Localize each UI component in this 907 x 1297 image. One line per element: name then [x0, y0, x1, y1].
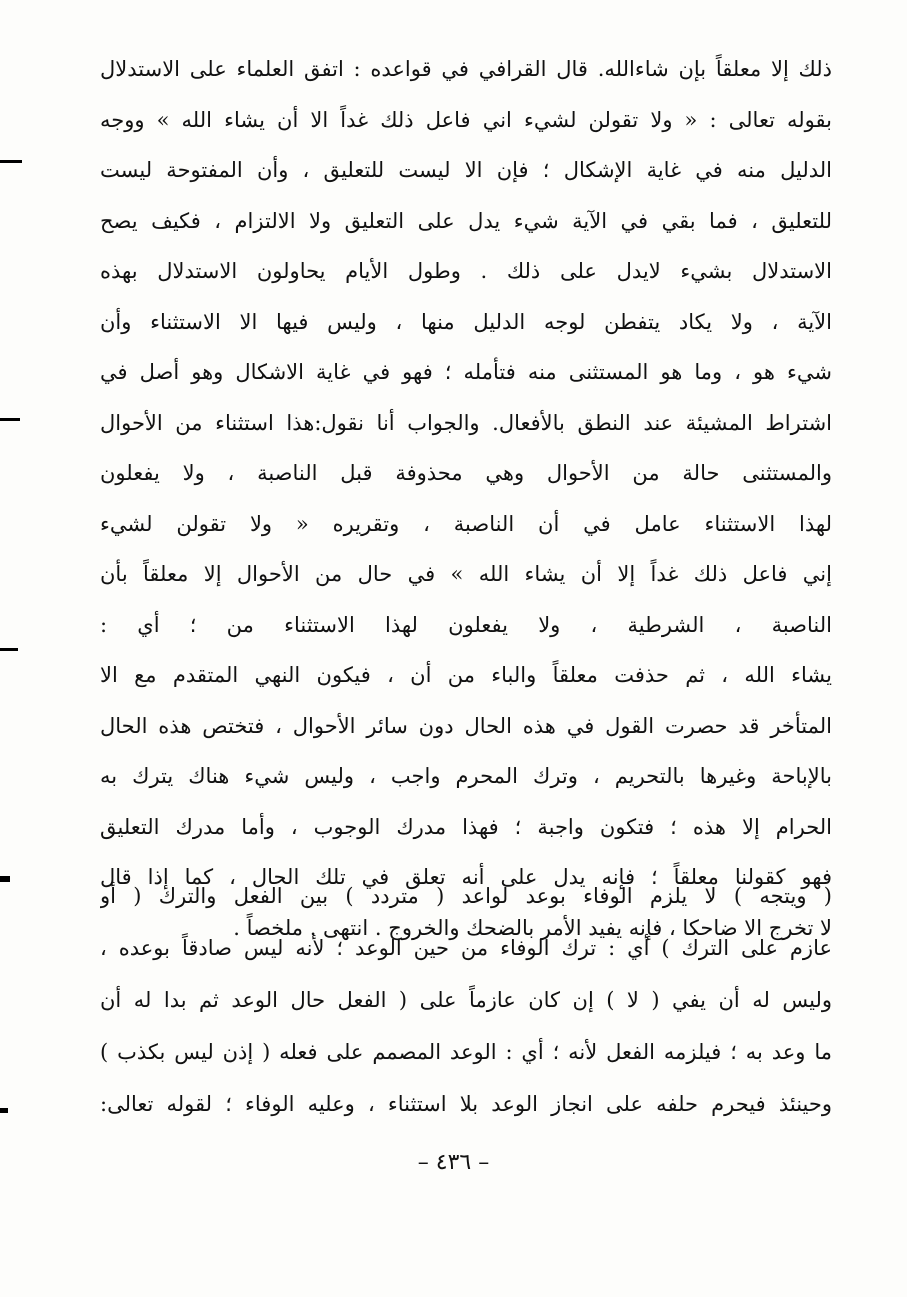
- main-paragraph: [100, 44, 832, 953]
- text-line: عازم على الترك ) أي : ترك الوفاء من حين الوعد ؛ لأنه ليس صادقاً بوعده ،: [100, 936, 832, 960]
- text-line: الدليل منه في غاية الإشكال ؛ فإن الا ليست للتعليق ، وأن المفتوحة ليست: [100, 158, 832, 182]
- text-line: بالإباحة وغيرها بالتحريم ، وترك المحرم واجب ، وليس شيء هناك يترك به: [100, 764, 832, 788]
- text-line: ( ويتجه ) لا يلزم الوفاء بوعد لواعد ( متردد ) بين الفعل والترك ( أو: [100, 884, 832, 908]
- second-paragraph: [100, 870, 832, 1130]
- text-line: إني فاعل ذلك غداً إلا أن يشاء الله » في حال من الأحوال إلا معلقاً بأن: [100, 562, 832, 586]
- text-line: المتأخر قد حصرت القول في هذه الحال دون سائر الأحوال ، فتختص هذه الحال: [100, 713, 832, 738]
- page-number: – ٤٣٦ –: [417, 1150, 490, 1175]
- margin-mark: [0, 1108, 8, 1113]
- text-line: يشاء الله ، ثم حذفت معلقاً والباء من أن ، فيكون النهي المتقدم مع الا: [100, 663, 832, 687]
- text-line: لهذا الاستثناء عامل في أن الناصبة ، وتقريره « ولا تقولن لشيء: [100, 511, 832, 536]
- text-line: الآية ، ولا يكاد يتفطن لوجه الدليل منها ، وليس فيها الا الاستثناء وأن: [100, 309, 832, 334]
- margin-mark: [0, 648, 18, 651]
- text-line: لا تخرج الا ضاحكا ، فإنه يفيد الأمر بالضحك والخروج . انتهى . ملخصاً .: [233, 915, 832, 940]
- text-line: والمستثنى حالة من الأحوال وهي محذوفة قبل الناصبة ، ولا يفعلون: [100, 461, 832, 485]
- text-line: فهو كقولنا معلقاً ؛ فإنه يدل على أنه تعلق في تلك الحال ، كما إذا قال: [100, 865, 832, 889]
- margin-mark: [0, 876, 10, 882]
- text-line: ما وعد به ؛ فيلزمه الفعل لأنه ؛ أي : الوعد المصمم على فعله ( إذن ليس بكذب ): [100, 1040, 832, 1064]
- text-line: ذلك إلا معلقاً بإن شاءالله. قال القرافي في قواعده : اتفق العلماء على الاستدلال: [100, 57, 832, 81]
- text-line: الناصبة ، الشرطية ، ولا يفعلون لهذا الاستثناء من ؛ أي :: [100, 612, 832, 637]
- text-line: الاستدلال بشيء لايدل على ذلك . وطول الأيام يحاولون الاستدلال بهذه: [100, 259, 832, 283]
- text-line: الحرام إلا هذه ؛ فتكون واجبة ؛ فهذا مدرك الوجوب ، وأما مدرك التعليق: [100, 814, 832, 839]
- text-line: شيء هو ، وما هو المستثنى منه فتأمله ؛ فهو في غاية الاشكال وهو أصل في: [100, 360, 832, 384]
- text-line: وليس له أن يفي ( لا ) إن كان عازماً على ( الفعل حال الوعد ثم بدا له أن: [100, 988, 832, 1012]
- text-line: بقوله تعالى : « ولا تقولن لشيء اني فاعل ذلك غداً الا أن يشاء الله » ووجه: [100, 107, 832, 132]
- text-line: اشتراط المشيئة عند النطق بالأفعال. والجواب أنا نقول:هذا استثناء من الأحوال: [100, 410, 832, 435]
- text-line: وحينئذ فيحرم حلفه على انجاز الوعد بلا استثناء ، وعليه الوفاء ؛ لقوله تعالى:: [100, 1092, 832, 1116]
- margin-mark: [0, 160, 22, 163]
- text-line: للتعليق ، فما بقي في الآية شيء يدل على التعليق ولا الالتزام ، فكيف يصح: [100, 208, 832, 233]
- margin-mark: [0, 418, 20, 421]
